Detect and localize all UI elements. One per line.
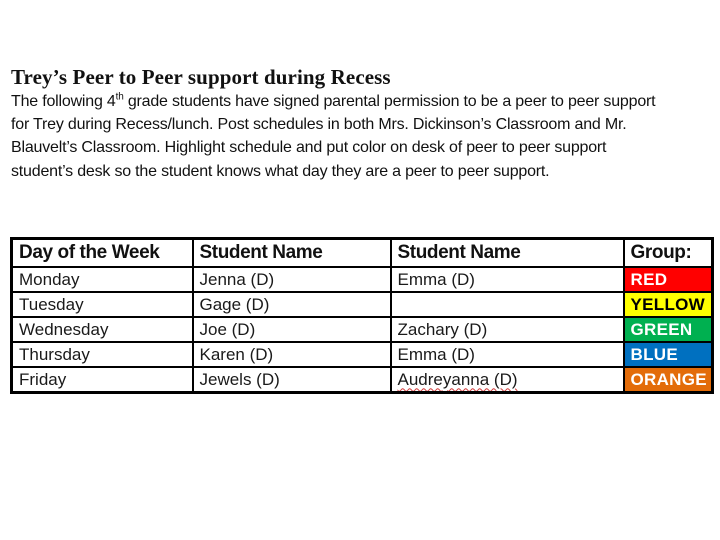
table-row bbox=[12, 367, 713, 393]
day-cell: Thursday bbox=[12, 342, 193, 367]
document-body bbox=[11, 64, 711, 183]
paragraph-text-rest: grade students have signed parental permission to be a peer to peer support for Trey during Recess/lunch. Post schedules in both Mrs. Dickinson’s Classroom and Mr. Blauvelt’s Classroom. Highlight schedule and put color on desk of peer to peer support student’s desk so the student knows what day they are a peer to peer support. bbox=[11, 93, 656, 180]
header-student-name-2: Student Name bbox=[391, 239, 624, 268]
day-cell: Wednesday bbox=[12, 317, 193, 342]
table-row bbox=[12, 267, 713, 292]
group-color-cell: RED bbox=[624, 267, 713, 292]
group-color-cell: BLUE bbox=[624, 342, 713, 367]
student-cell: Gage (D) bbox=[193, 292, 391, 317]
table-row bbox=[12, 292, 713, 317]
group-color-cell: GREEN bbox=[624, 317, 713, 342]
day-cell: Tuesday bbox=[12, 292, 193, 317]
ordinal-suffix: th bbox=[115, 91, 124, 103]
document-title: Trey’s Peer to Peer support during Recess bbox=[11, 65, 391, 89]
peer-schedule-table bbox=[10, 237, 714, 394]
header-day-of-week: Day of the Week bbox=[12, 239, 193, 268]
day-cell: Monday bbox=[12, 267, 193, 292]
student-cell: Emma (D) bbox=[391, 342, 624, 367]
student-cell: Joe (D) bbox=[193, 317, 391, 342]
student-cell: Emma (D) bbox=[391, 267, 624, 292]
student-cell bbox=[391, 367, 624, 393]
header-student-name-1: Student Name bbox=[193, 239, 391, 268]
student-cell: Karen (D) bbox=[193, 342, 391, 367]
spellcheck-underlined-name: Audreyanna (D) bbox=[397, 369, 518, 389]
group-color-cell: YELLOW bbox=[624, 292, 713, 317]
student-cell: Jewels (D) bbox=[193, 367, 391, 393]
student-cell: Jenna (D) bbox=[193, 267, 391, 292]
paragraph-text-start: The following 4 bbox=[11, 93, 116, 110]
table-header-row bbox=[12, 239, 713, 268]
table-row bbox=[12, 317, 713, 342]
group-color-cell: ORANGE bbox=[624, 367, 713, 393]
instructions-paragraph bbox=[11, 90, 671, 183]
day-cell: Friday bbox=[12, 367, 193, 393]
student-cell: Zachary (D) bbox=[391, 317, 624, 342]
table-row bbox=[12, 342, 713, 367]
header-group: Group: bbox=[624, 239, 713, 268]
student-cell bbox=[391, 292, 624, 317]
